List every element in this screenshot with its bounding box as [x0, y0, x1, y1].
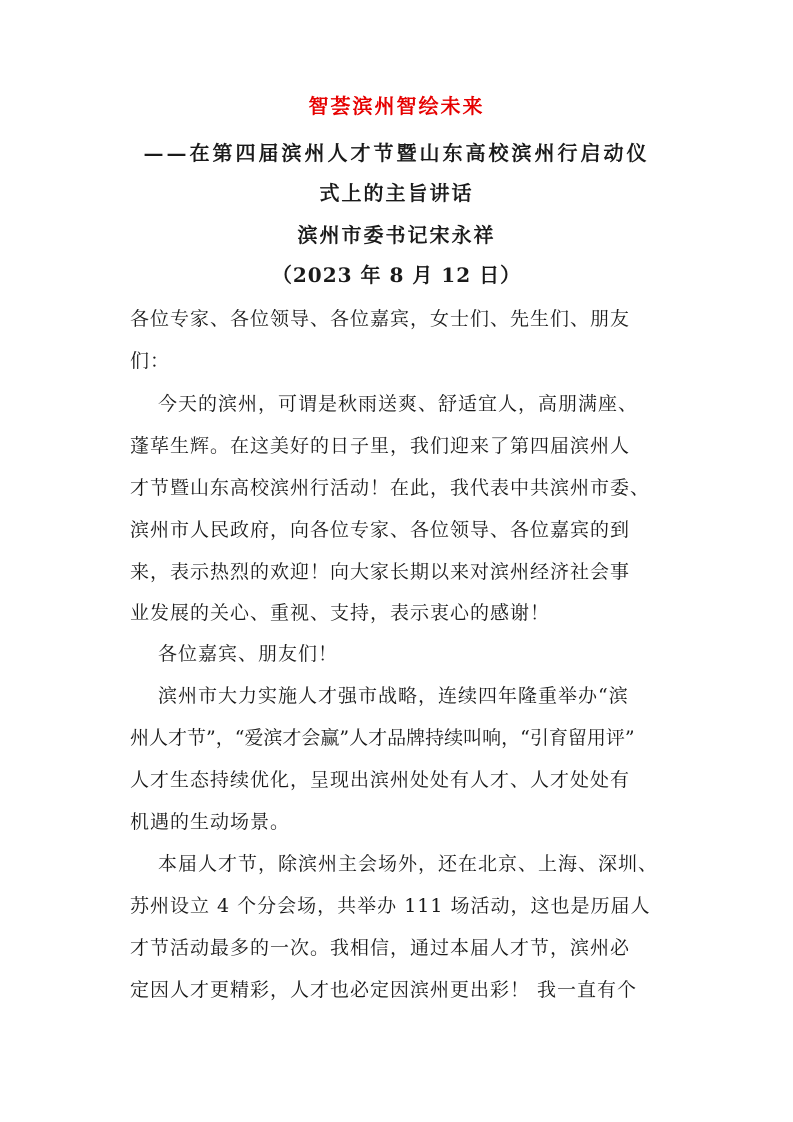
body-line: 州人才节”，“爱滨才会赢”人才品牌持续叫响，“引育留用评” — [130, 727, 635, 749]
document-author: 滨州市委书记宋永祥 — [297, 223, 496, 247]
document-subtitle-line-1: ——在第四届滨州人才节暨山东高校滨州行启动仪 — [143, 141, 650, 165]
body-line: 本届人才节，除滨州主会场外，还在北京、上海、深圳、 — [158, 853, 659, 875]
document-title: 智荟滨州智绘未来 — [308, 94, 485, 118]
body-line: 定因人才更精彩，人才也必定因滨州更出彩！ 我一直有个 — [130, 979, 638, 1001]
body-line: 人才生态持续优化，呈现出滨州处处有人才、人才处处有 — [130, 769, 631, 791]
body-line: 来，表示热烈的欢迎！向大家长期以来对滨州经济社会事 — [130, 561, 631, 583]
body-line: 机遇的生动场景。 — [130, 811, 291, 833]
body-line: 才节暨山东高校滨州行活动！在此，我代表中共滨州市委、 — [130, 477, 651, 499]
body-line: 滨州市人民政府，向各位专家、各位领导、各位嘉宾的到 — [130, 519, 631, 541]
body-line: 苏州设立 4 个分会场，共举办 111 场活动，这也是历届人 — [130, 895, 651, 917]
body-line: 蓬荜生辉。在这美好的日子里，我们迎来了第四届滨州人 — [130, 435, 631, 457]
body-line: 才节活动最多的一次。我相信，通过本届人才节，滨州必 — [130, 937, 631, 959]
body-line: 们： — [130, 350, 171, 372]
body-line: 各位专家、各位领导、各位嘉宾，女士们、先生们、朋友 — [130, 308, 631, 330]
body-line: 今天的滨州，可谓是秋雨送爽、舒适宜人，高朋满座、 — [158, 393, 639, 415]
body-line: 业发展的关心、重视、支持，表示衷心的感谢！ — [130, 602, 551, 624]
body-line: 各位嘉宾、朋友们！ — [158, 643, 339, 665]
body-line: 滨州市大力实施人才强市战略，连续四年隆重举办“滨 — [158, 685, 629, 707]
document-date: （2023 年 8 月 12 日） — [271, 263, 522, 287]
document-subtitle-line-2: 式上的主旨讲话 — [319, 181, 474, 205]
